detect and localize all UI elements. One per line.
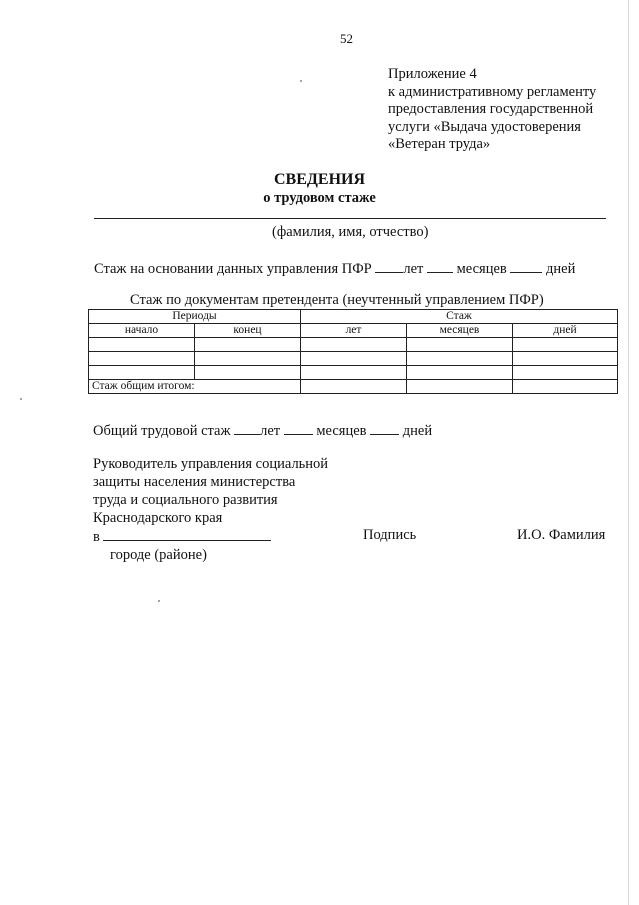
pfr-months-label: месяцев	[456, 261, 507, 277]
name-fill-line	[94, 218, 606, 219]
table-cell	[407, 380, 513, 394]
table-cell	[195, 338, 301, 352]
table-cell	[513, 352, 618, 366]
signatory-line: Краснодарского края	[93, 510, 223, 526]
table-cell	[195, 352, 301, 366]
city-prefix: в	[93, 529, 100, 545]
appendix-line: к административному регламенту	[388, 83, 597, 100]
document-title: СВЕДЕНИЯ	[273, 171, 366, 188]
table-caption: Стаж по документам претендента (неучтенный управлением ПФР)	[130, 292, 544, 308]
document-subtitle: о трудовом стаже	[263, 190, 376, 206]
pfr-stazh-line	[94, 259, 575, 278]
appendix-line: предоставления государственной	[388, 101, 594, 117]
table-cell	[89, 338, 195, 352]
table-header-row	[89, 324, 618, 338]
signatory-line: труда и социального развития	[93, 492, 278, 508]
table-cell	[407, 352, 513, 366]
table-cell	[407, 338, 513, 352]
total-months-blank	[284, 421, 313, 435]
appendix-line: Приложение 4	[388, 66, 477, 82]
scan-speck	[300, 80, 302, 82]
signature-label: Подпись	[363, 527, 417, 543]
table-row	[89, 366, 618, 380]
pfr-years-label: лет	[403, 261, 424, 277]
header-end: конец	[195, 324, 301, 338]
table-total-row	[89, 380, 618, 394]
header-periods: Периоды	[89, 310, 301, 324]
total-days-blank	[370, 421, 399, 435]
table-cell	[513, 380, 618, 394]
appendix-note	[388, 66, 596, 154]
table-header-row	[89, 310, 618, 324]
table-cell	[301, 366, 407, 380]
table-cell	[513, 366, 618, 380]
header-start: начало	[89, 324, 195, 338]
pfr-days-label: дней	[546, 261, 576, 277]
pfr-months-blank	[427, 259, 453, 273]
pfr-years-blank	[375, 259, 403, 273]
table-cell	[513, 338, 618, 352]
total-days-label: дней	[402, 423, 433, 439]
signatory-line: защиты населения министерства	[93, 474, 296, 490]
stazh-table	[88, 309, 618, 394]
signatory-line: Руководитель управления социальной	[93, 456, 329, 472]
pfr-days-blank	[510, 259, 542, 273]
name-label: И.О. Фамилия	[517, 527, 606, 543]
total-label: Стаж общим итогом:	[89, 380, 301, 394]
page-edge	[628, 0, 629, 905]
city-caption: городе (районе)	[110, 547, 207, 563]
table-cell	[301, 352, 407, 366]
signatory-block	[93, 455, 328, 564]
table-cell	[89, 352, 195, 366]
table-row	[89, 338, 618, 352]
scan-speck	[20, 398, 22, 400]
total-prefix: Общий трудовой стаж	[93, 423, 231, 439]
table-cell	[407, 366, 513, 380]
scan-speck	[158, 600, 160, 602]
city-line	[93, 527, 328, 546]
table-cell	[89, 366, 195, 380]
page-number: 52	[340, 31, 353, 46]
total-stazh-line	[93, 421, 432, 440]
total-months-label: месяцев	[316, 423, 367, 439]
header-days: дней	[513, 324, 618, 338]
header-stazh: Стаж	[301, 310, 618, 324]
appendix-line: услуги «Выдача удостоверения	[388, 118, 581, 135]
total-years-blank	[234, 421, 260, 435]
pfr-prefix: Стаж на основании данных управления ПФР	[94, 261, 372, 277]
appendix-line: «Ветеран труда»	[388, 136, 491, 152]
table-cell	[195, 366, 301, 380]
name-caption: (фамилия, имя, отчество)	[272, 224, 429, 240]
header-years: лет	[301, 324, 407, 338]
table-row	[89, 352, 618, 366]
table-cell	[301, 380, 407, 394]
city-blank	[103, 527, 271, 541]
header-months: месяцев	[407, 324, 513, 338]
table-cell	[301, 338, 407, 352]
total-years-label: лет	[260, 423, 281, 439]
